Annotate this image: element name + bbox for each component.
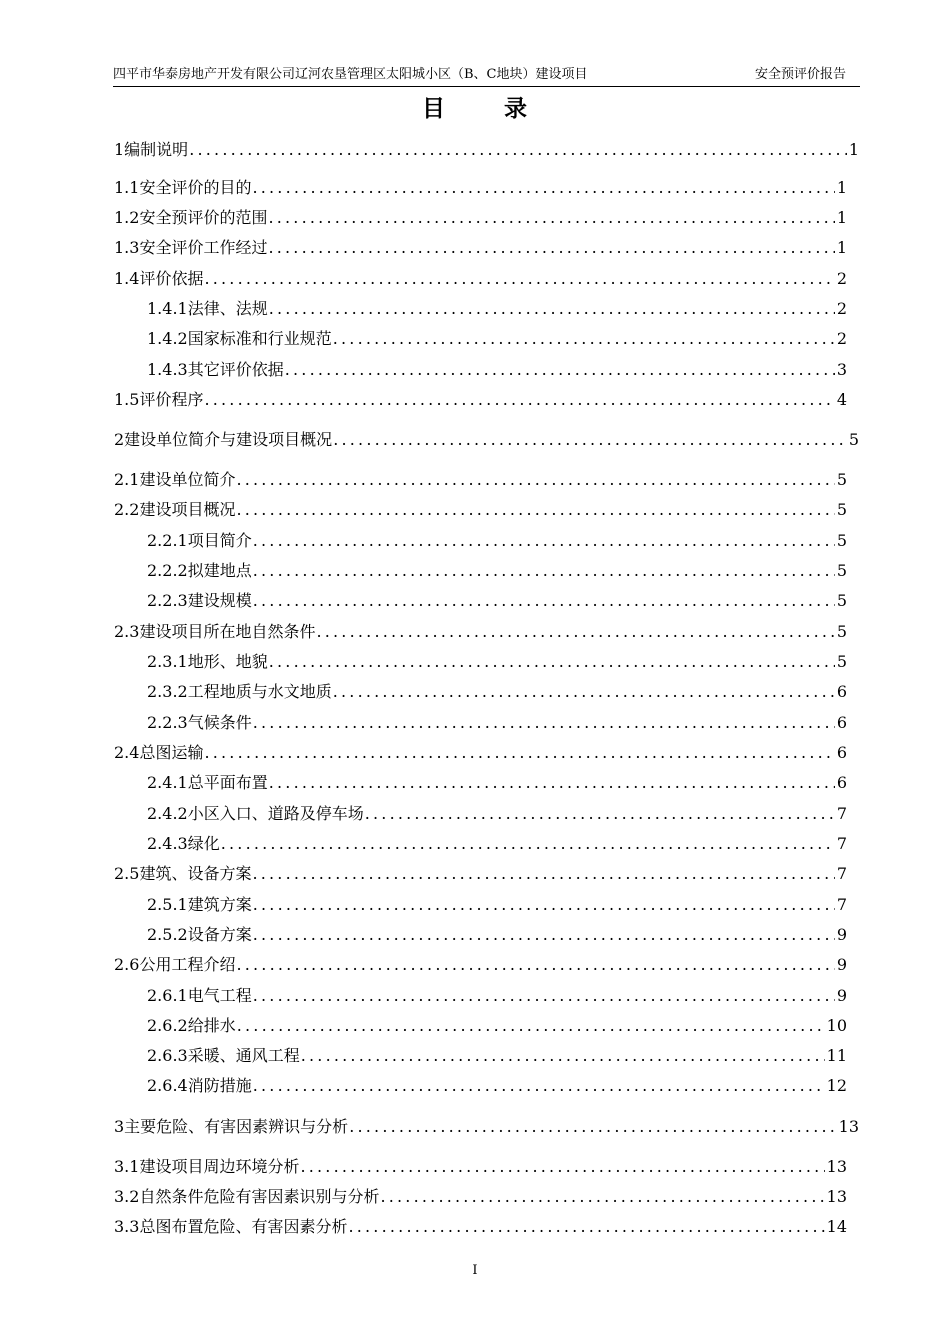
toc-entry-page-number: 6 xyxy=(836,682,847,701)
toc-entry-label: 2.6公用工程介绍 xyxy=(114,955,236,974)
toc-dot-leader xyxy=(253,1076,825,1096)
toc-dot-leader xyxy=(253,561,835,581)
toc-entry-label: 3.3总图布置危险、有害因素分析 xyxy=(114,1217,348,1236)
toc-entry-label: 2建设单位简介与建设项目概况 xyxy=(114,430,333,449)
toc-entry[interactable] xyxy=(147,360,847,380)
toc-dot-leader xyxy=(237,1016,825,1036)
toc-entry-page-number: 12 xyxy=(826,1076,847,1095)
toc-entry-page-number: 1 xyxy=(836,208,847,227)
toc-entry-label: 2.4.3绿化 xyxy=(147,834,220,853)
toc-dot-leader xyxy=(268,238,834,258)
toc-entry[interactable] xyxy=(114,390,847,410)
toc-entry[interactable] xyxy=(147,834,847,854)
toc-entry[interactable] xyxy=(114,955,847,975)
toc-entry-page-number: 5 xyxy=(836,622,847,641)
toc-entry-label: 2.6.4消防措施 xyxy=(147,1076,252,1095)
toc-dot-leader xyxy=(348,1217,824,1237)
toc-entry-label: 2.5.1建筑方案 xyxy=(147,895,252,914)
toc-entry-page-number: 2 xyxy=(836,299,847,318)
toc-entry-page-number: 7 xyxy=(836,834,847,853)
toc-entry[interactable] xyxy=(147,329,847,349)
toc-entry-page-number: 5 xyxy=(836,470,847,489)
toc-entry-label: 1.3安全评价工作经过 xyxy=(114,238,268,257)
toc-entry-label: 1.5评价程序 xyxy=(114,390,204,409)
toc-entry-page-number: 6 xyxy=(836,773,847,792)
toc-entry-label: 2.3.2工程地质与水文地质 xyxy=(147,682,332,701)
header-project-name: 四平市华泰房地产开发有限公司辽河农垦管理区太阳城小区（B、C地块）建设项目 xyxy=(113,67,588,82)
toc-entry[interactable] xyxy=(147,925,847,945)
toc-entry-page-number: 13 xyxy=(826,1187,847,1206)
toc-entry-label: 2.6.1电气工程 xyxy=(147,986,252,1005)
toc-entry-page-number: 13 xyxy=(826,1157,847,1176)
toc-entry[interactable] xyxy=(147,895,847,915)
toc-entry[interactable] xyxy=(147,682,847,702)
toc-entry[interactable] xyxy=(147,299,847,319)
toc-entry-label: 2.2.1项目简介 xyxy=(147,531,252,550)
header-report-type: 安全预评价报告 xyxy=(754,67,846,82)
toc-dot-leader xyxy=(316,622,834,642)
toc-entry[interactable] xyxy=(147,1016,847,1036)
toc-dot-leader xyxy=(285,360,835,380)
toc-entry-page-number: 1 xyxy=(836,178,847,197)
toc-dot-leader xyxy=(333,682,835,702)
toc-entry[interactable] xyxy=(114,269,847,289)
toc-entry[interactable] xyxy=(114,864,847,884)
toc-entry-page-number: 1 xyxy=(836,238,847,257)
toc-entry-label: 1.4.1法律、法规 xyxy=(147,299,268,318)
toc-dot-leader xyxy=(253,531,835,551)
toc-entry-label: 1.4.3其它评价依据 xyxy=(147,360,284,379)
page-number: I xyxy=(472,1263,478,1278)
toc-entry[interactable] xyxy=(114,1187,847,1207)
toc-entry-page-number: 7 xyxy=(836,864,847,883)
toc-dot-leader xyxy=(204,743,834,763)
toc-dot-leader xyxy=(253,986,835,1006)
toc-entry[interactable] xyxy=(147,652,847,672)
toc-dot-leader xyxy=(189,140,847,160)
toc-entry-page-number: 4 xyxy=(836,390,847,409)
toc-entry-label: 3.2自然条件危险有害因素识别与分析 xyxy=(114,1187,380,1206)
toc-entry[interactable] xyxy=(147,773,847,793)
toc-title-char-2: 录 xyxy=(504,95,528,122)
toc-dot-leader xyxy=(253,713,835,733)
toc-entry-label: 2.1建设单位简介 xyxy=(114,470,236,489)
toc-entry-page-number: 5 xyxy=(836,591,847,610)
toc-entry-label: 2.2建设项目概况 xyxy=(114,500,236,519)
toc-entry[interactable] xyxy=(147,1046,847,1066)
toc-entry[interactable] xyxy=(147,591,847,611)
toc-entry-label: 1.4.2国家标准和行业规范 xyxy=(147,329,332,348)
toc-entry-label: 2.3建设项目所在地自然条件 xyxy=(114,622,316,641)
toc-entry[interactable] xyxy=(147,804,847,824)
toc-entry-label: 2.5建筑、设备方案 xyxy=(114,864,252,883)
toc-entry[interactable] xyxy=(114,140,859,160)
toc-entry-label: 2.2.2拟建地点 xyxy=(147,561,252,580)
toc-dot-leader xyxy=(252,864,834,884)
toc-entry-label: 1.1安全评价的目的 xyxy=(114,178,252,197)
toc-entry-page-number: 5 xyxy=(836,561,847,580)
toc-dot-leader xyxy=(204,390,834,410)
toc-title-char-1: 目 xyxy=(422,95,446,122)
toc-entry[interactable] xyxy=(114,743,847,763)
toc-entry-label: 2.4.2小区入口、道路及停车场 xyxy=(147,804,364,823)
toc-entry[interactable] xyxy=(114,1157,847,1177)
toc-entry-label: 1.4评价依据 xyxy=(114,269,204,288)
toc-entry[interactable] xyxy=(147,713,847,733)
toc-dot-leader xyxy=(268,208,834,228)
toc-entry-page-number: 10 xyxy=(826,1016,847,1035)
toc-entry-page-number: 5 xyxy=(836,652,847,671)
toc-dot-leader xyxy=(300,1157,824,1177)
toc-entry-page-number: 2 xyxy=(836,329,847,348)
toc-entry-page-number: 6 xyxy=(836,743,847,762)
toc-entry-label: 2.3.1地形、地貌 xyxy=(147,652,268,671)
toc-dot-leader xyxy=(269,299,835,319)
toc-entry[interactable] xyxy=(147,531,847,551)
toc-entry[interactable] xyxy=(114,178,847,198)
toc-entry-label: 1编制说明 xyxy=(114,140,189,159)
toc-dot-leader xyxy=(380,1187,824,1207)
toc-entry-label: 3主要危险、有害因素辨识与分析 xyxy=(114,1117,349,1136)
toc-dot-leader xyxy=(253,895,835,915)
toc-entry-label: 2.2.3气候条件 xyxy=(147,713,252,732)
toc-entry-label: 2.5.2设备方案 xyxy=(147,925,252,944)
toc-dot-leader xyxy=(301,1046,825,1066)
toc-dot-leader xyxy=(236,500,834,520)
toc-entry-page-number: 2 xyxy=(836,269,847,288)
toc-dot-leader xyxy=(269,773,835,793)
toc-entry-label: 2.4总图运输 xyxy=(114,743,204,762)
toc-entry[interactable] xyxy=(114,622,847,642)
toc-entry-label: 2.6.2给排水 xyxy=(147,1016,236,1035)
toc-entry[interactable] xyxy=(114,500,847,520)
toc-entry-page-number: 13 xyxy=(838,1117,859,1136)
toc-entry-page-number: 11 xyxy=(826,1046,847,1065)
toc-dot-leader xyxy=(269,652,835,672)
toc-dot-leader xyxy=(333,430,847,450)
toc-entry[interactable] xyxy=(114,430,859,450)
toc-entry[interactable] xyxy=(114,470,847,490)
toc-entry-page-number: 5 xyxy=(836,500,847,519)
toc-entry-page-number: 14 xyxy=(826,1217,847,1236)
toc-entry-label: 3.1建设项目周边环境分析 xyxy=(114,1157,300,1176)
toc-entry-page-number: 7 xyxy=(836,804,847,823)
toc-entry[interactable] xyxy=(147,561,847,581)
toc-entry-page-number: 5 xyxy=(848,430,859,449)
toc-entry-page-number: 5 xyxy=(836,531,847,550)
toc-dot-leader xyxy=(349,1117,836,1137)
toc-dot-leader xyxy=(253,925,835,945)
toc-dot-leader xyxy=(365,804,835,824)
toc-entry-page-number: 7 xyxy=(836,895,847,914)
toc-entry[interactable] xyxy=(114,1117,859,1137)
toc-dot-leader xyxy=(204,269,834,289)
toc-entry-page-number: 9 xyxy=(836,925,847,944)
toc-dot-leader xyxy=(252,178,834,198)
toc-entry-page-number: 3 xyxy=(836,360,847,379)
toc-dot-leader xyxy=(221,834,835,854)
toc-entry-label: 2.4.1总平面布置 xyxy=(147,773,268,792)
toc-entry-page-number: 9 xyxy=(836,986,847,1005)
toc-entry[interactable] xyxy=(114,208,847,228)
toc-entry-label: 2.6.3采暖、通风工程 xyxy=(147,1046,300,1065)
toc-dot-leader xyxy=(333,329,835,349)
toc-entry[interactable] xyxy=(114,238,847,258)
toc-entry-page-number: 1 xyxy=(848,140,859,159)
toc-entry-label: 2.2.3建设规模 xyxy=(147,591,252,610)
toc-entry[interactable] xyxy=(114,1217,847,1237)
toc-entry[interactable] xyxy=(147,1076,847,1096)
toc-entry-page-number: 9 xyxy=(836,955,847,974)
toc-dot-leader xyxy=(253,591,835,611)
toc-entry[interactable] xyxy=(147,986,847,1006)
toc-dot-leader xyxy=(236,470,834,490)
toc-entry-page-number: 6 xyxy=(836,713,847,732)
toc-dot-leader xyxy=(236,955,834,975)
toc-entry-label: 1.2安全预评价的范围 xyxy=(114,208,268,227)
